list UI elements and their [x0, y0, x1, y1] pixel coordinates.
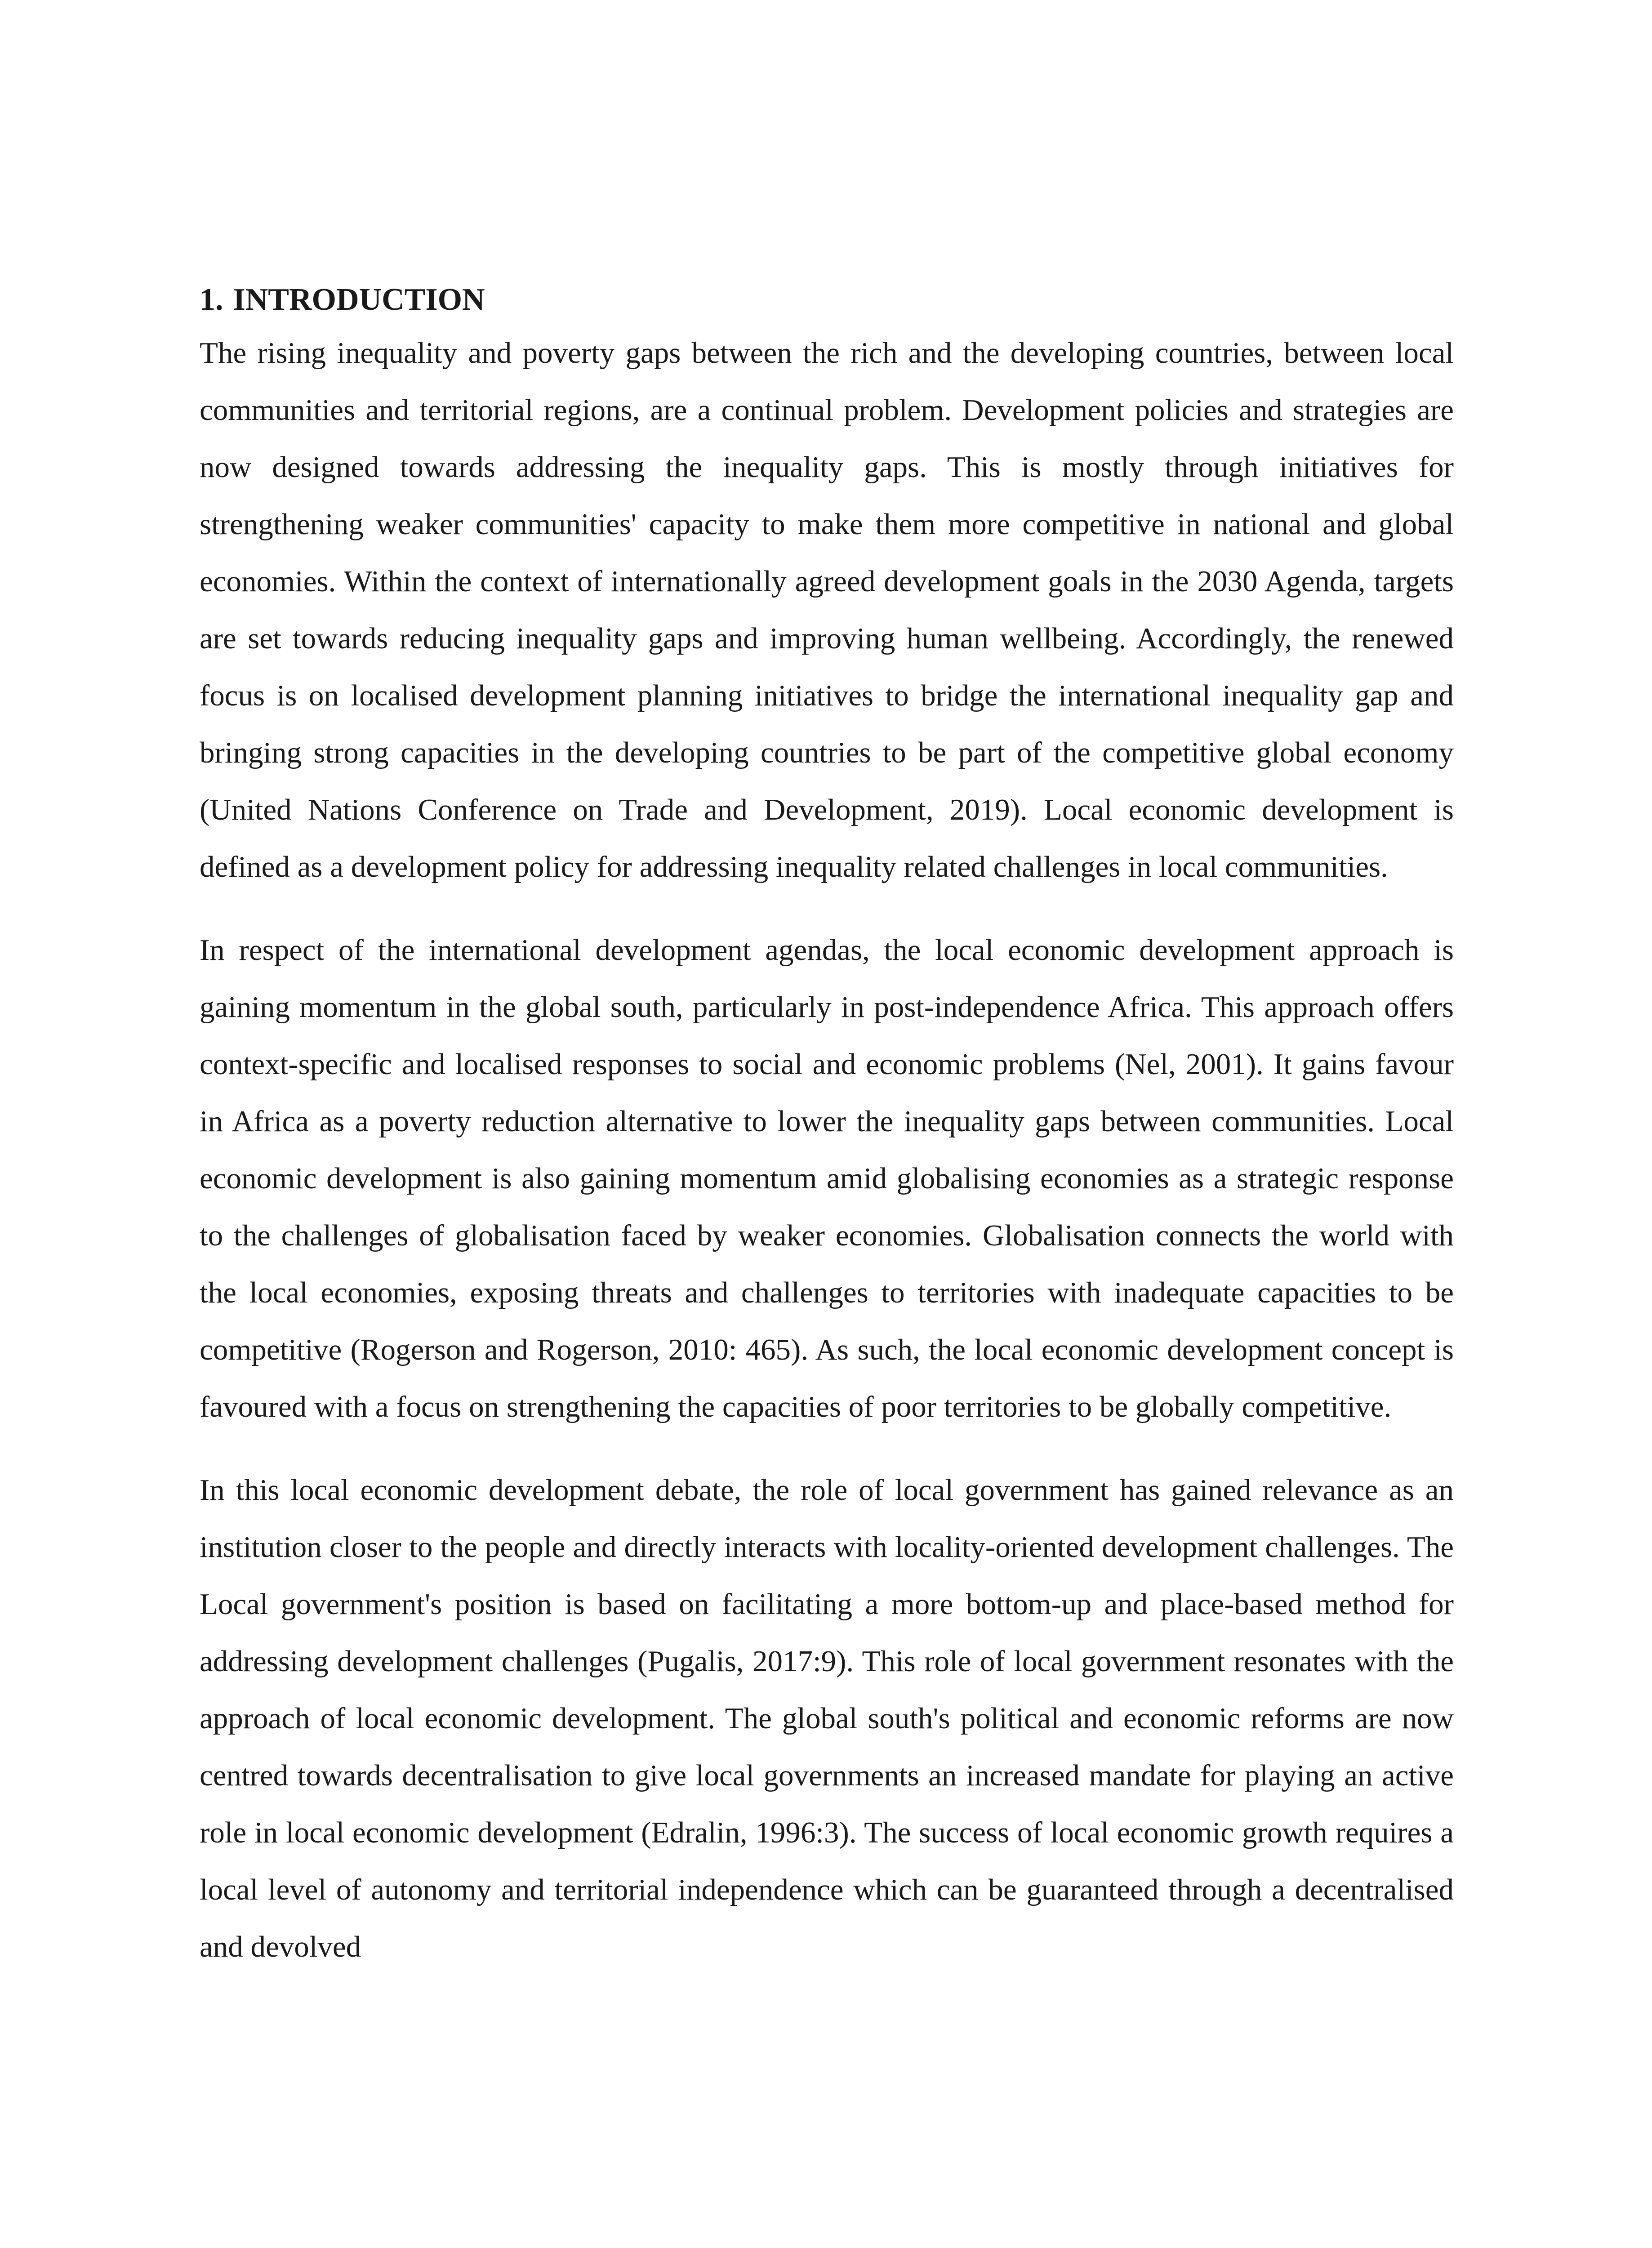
page-body: [200, 279, 1454, 1976]
section-title: INTRODUCTION: [233, 282, 485, 317]
section-heading: [200, 279, 1454, 321]
section-number: 1.: [200, 282, 223, 317]
body-paragraph: In this local economic development debate, the role of local government has gained relevance as an institution closer to the people and directly interacts with locality-oriented development challenges. The Local government's position is based on facilitating a more bottom-up and place-based method for addressing development challenges (Pugalis, 2017:9). This role of local government resonates with the approach of local economic development. The global south's political and economic reforms are now centred towards decentralisation to give local governments an increased mandate for playing an active role in local economic development (Edralin, 1996:3). The success of local economic growth requires a local level of autonomy and territorial independence which can be guaranteed through a decentralised and devolved: [200, 1473, 1454, 1963]
body-paragraph: The rising inequality and poverty gaps between the rich and the developing countries, between local communities and territorial regions, are a continual problem. Development policies and strategies are now designed towards addressing the inequality gaps. This is mostly through initiatives for strengthening weaker communities' capacity to make them more competitive in national and global economies. Within the context of internationally agreed development goals in the 2030 Agenda, targets are set towards reducing inequality gaps and improving human wellbeing. Accordingly, the renewed focus is on localised development planning initiatives to bridge the international inequality gap and bringing strong capacities in the developing countries to be part of the competitive global economy (United Nations Conference on Trade and Development, 2019). Local economic development is defined as a development policy for addressing inequality related challenges in local communities.: [200, 336, 1454, 883]
body-paragraph: In respect of the international development agendas, the local economic development approach is gaining momentum in the global south, particularly in post-independence Africa. This approach offers context-specific and localised responses to social and economic problems (Nel, 2001). It gains favour in Africa as a poverty reduction alternative to lower the inequality gaps between communities. Local economic development is also gaining momentum amid globalising economies as a strategic response to the challenges of globalisation faced by weaker economies. Globalisation connects the world with the local economies, exposing threats and challenges to territories with inadequate capacities to be competitive (Rogerson and Rogerson, 2010: 465). As such, the local economic development concept is favoured with a focus on strengthening the capacities of poor territories to be globally competitive.: [200, 933, 1454, 1423]
